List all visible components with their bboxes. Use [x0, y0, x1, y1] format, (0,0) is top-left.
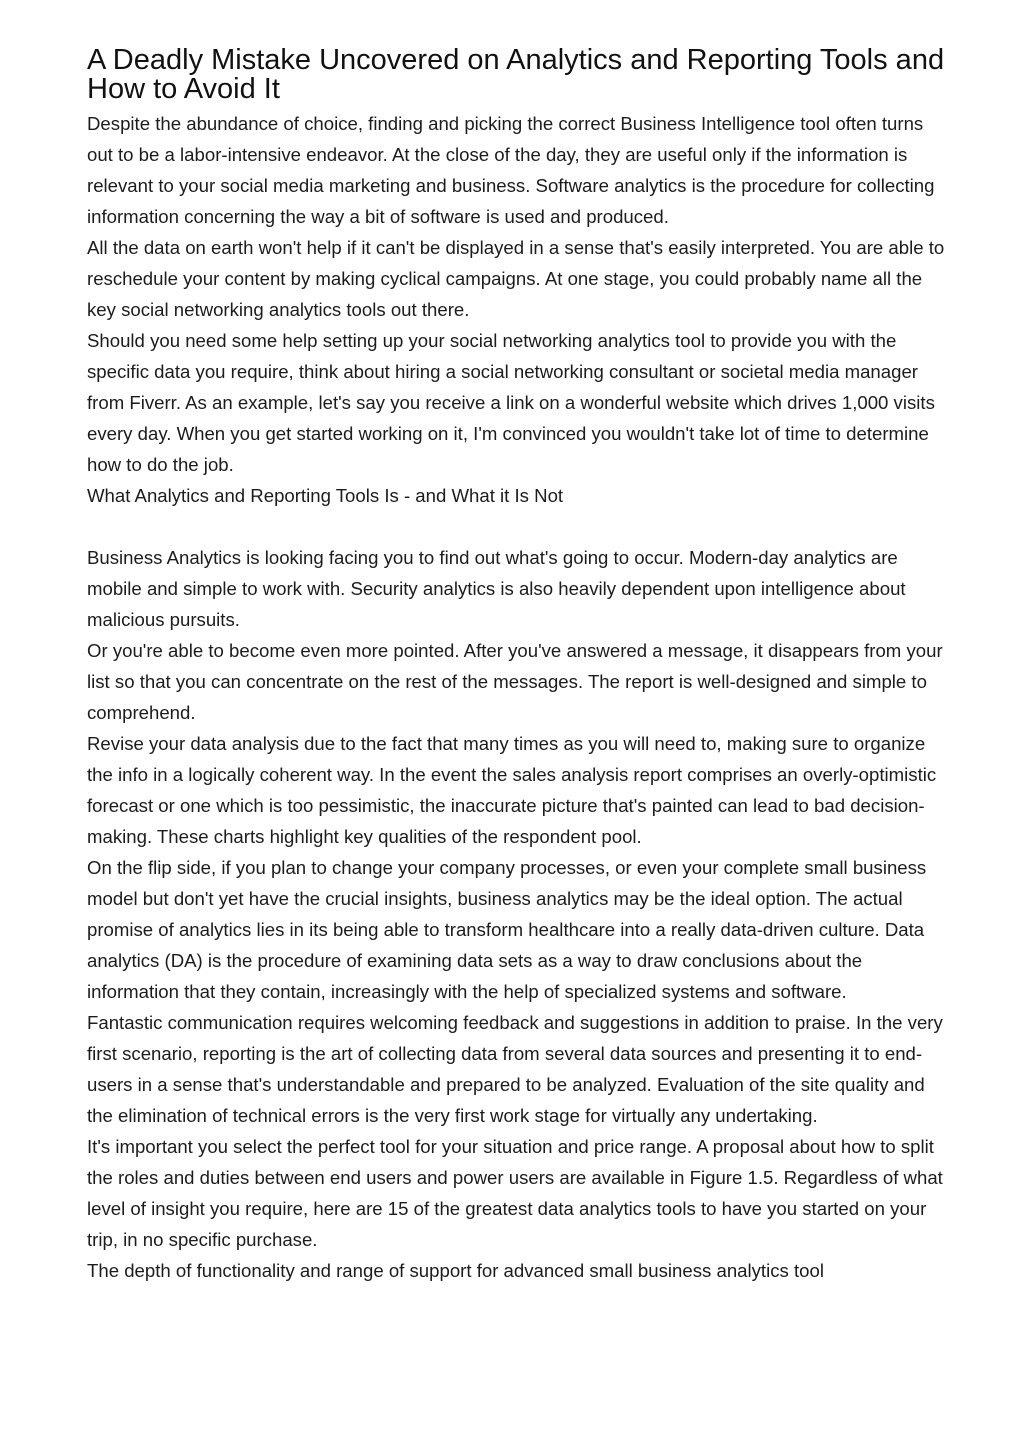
paragraph: It's important you select the perfect tool for your situation and price range. A proposal about how to split the roles and duties between end users and power users are available in Figure 1.5. Regardless of what level of insight you require, here are 15 of the greatest data analytics tools to have you started on your trip, in no specific purchase. [87, 1136, 943, 1250]
document-body [87, 108, 945, 1286]
blank-line [87, 511, 945, 542]
paragraph: Or you're able to become even more pointed. After you've answered a message, it disappears from your list so that you can concentrate on the rest of the messages. The report is well-designed and simple to comprehend. [87, 640, 943, 723]
paragraph: The depth of functionality and range of support for advanced small business analytics tool [87, 1260, 824, 1281]
document-page [87, 46, 945, 1286]
paragraph: Despite the abundance of choice, finding and picking the correct Business Intelligence tool often turns out to be a labor-intensive endeavor. At the close of the day, they are useful only if the information is relevant to your social media marketing and business. Software analytics is the procedure for collecting information concerning the way a bit of software is used and produced. [87, 113, 935, 227]
paragraph: All the data on earth won't help if it can't be displayed in a sense that's easily interpreted. You are able to reschedule your content by making cyclical campaigns. At one stage, you could probably name all the key social networking analytics tools out there. [87, 237, 945, 320]
paragraph: On the flip side, if you plan to change your company processes, or even your complete small business model but don't yet have the crucial insights, business analytics may be the ideal option. The actual promise of analytics lies in its being able to transform healthcare into a really data-driven culture. Data analytics (DA) is the procedure of examining data sets as a way to draw conclusions about the information that they contain, increasingly with the help of specialized systems and software. [87, 857, 927, 1002]
paragraph: Business Analytics is looking facing you to find out what's going to occur. Modern-day analytics are mobile and simple to work with. Security analytics is also heavily dependent upon intelligence about malicious pursuits. [87, 547, 906, 630]
paragraph: Revise your data analysis due to the fact that many times as you will need to, making sure to organize the info in a logically coherent way. In the event the sales analysis report comprises an overly-optimistic forecast or one which is too pessimistic, the inaccurate picture that's painted can lead to bad decision-making. These charts highlight key qualities of the respondent pool. [87, 733, 937, 847]
section-heading: What Analytics and Reporting Tools Is - and What it Is Not [87, 485, 564, 506]
paragraph: Should you need some help setting up your social networking analytics tool to provide you with the specific data you require, think about hiring a social networking consultant or societal media manager from Fiverr. As an example, let's say you receive a link on a wonderful website which drives 1,000 visits every day. When you get started working on it, I'm convinced you wouldn't take lot of time to determine how to do the job. [87, 330, 935, 475]
document-title: A Deadly Mistake Uncovered on Analytics and Reporting Tools and How to Avoid It [87, 44, 945, 105]
paragraph: Fantastic communication requires welcoming feedback and suggestions in addition to praise. In the very first scenario, reporting is the art of collecting data from several data sources and presenting it to end-users in a sense that's understandable and prepared to be analyzed. Evaluation of the site quality and the elimination of technical errors is the very first work stage for virtually any undertaking. [87, 1012, 943, 1126]
